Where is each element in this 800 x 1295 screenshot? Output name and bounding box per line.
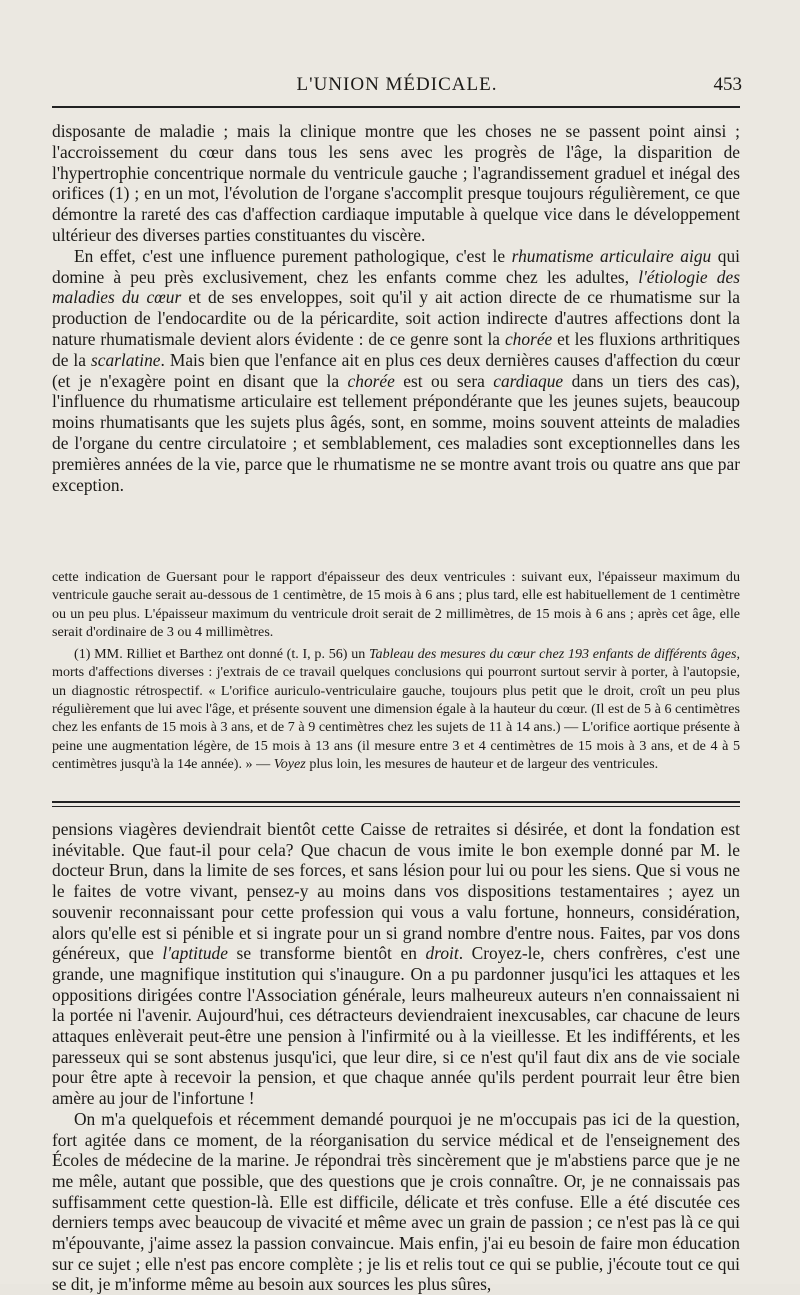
running-title: L'UNION MÉDICALE.: [296, 74, 498, 95]
header-rule: [52, 106, 740, 108]
italic-term: cardiaque: [493, 370, 564, 391]
section-rule-thick: [52, 801, 740, 803]
footnotes: [52, 568, 740, 777]
lower-paragraph-1: pensions viagères deviendrait bientôt cette Caisse de retraites si désirée, et dont la fondation est inévitable. Que faut-il pour cela? Que chacun de vous imite le bon exemple donné par M. le docteur Brun, dans la limite de ses forces, et sans lésion pour lui ou pour les siens. Que si vous ne le faites de votre vivant, pensez-y au moins dans vos dispositions testamentaires ; ayez un souvenir reconnaissant pour cette profession qui vous a valu fortune, honneurs, considération, alors qu'elle est si pénible et si ingrate pour un si grand nombre d'entre nous. Faites, par vos dons généreux, que l'aptitude se transforme bientôt en droit. Croyez-le, chers confrères, c'est une grande, une magnifique institution qui s'inaugure. On a pu pardonner jusqu'ici les attaques et les oppositions dirigées contre l'Association générale, leurs malheureux auteurs n'en connaissaient ni la portée ni l'avenir. Aujourd'hui, ces détracteurs deviendraient inexcusables, car chacune de leurs attaques enlèverait peut-être une pension à l'infirmité ou à la vieillesse. Et les indifférents, et les paresseux qui se sont abstenus jusqu'ici, que leur dire, si ce n'est qu'il faut dix ans de vie sociale pour être apte à recevoir la pension, et que chaque année qu'ils perdent pourrait leur être bien amère au jour de l'infortune !: [52, 819, 740, 1109]
italic-term: droit: [425, 943, 459, 964]
italic-term: Voyez: [273, 755, 306, 772]
paragraph-2: En effet, c'est une influence purement pathologique, c'est le rhumatisme articulaire aigu qui domine à peu près exclusivement, chez les enfants comme chez les adultes, l'étiologie des maladies du cœur et de ses enveloppes, soit qu'il y ait action directe de ce rhumatisme sur la production de l'endocardite ou de la péricardite, soit action indirecte d'autres affections dont la nature rhumatismale devient alors évidente : de ce genre sont la chorée et les fluxions arthritiques de la scarlatine. Mais bien que l'enfance ait en plus ces deux dernières causes d'affection du cœur (et je n'exagère point en disant que la chorée est ou sera cardiaque dans un tiers des cas), l'influence du rhumatisme articulaire est tellement prépondérante que les jeunes sujets, beaucoup moins rhumatisants que les sujets plus âgés, sont, en somme, moins souvent atteints de maladies de l'organe du centre circulatoire ; et semblablement, ces maladies sont exceptionnelles dans les premières années de la vie, parce que le rhumatisme ne se montre avant trois ou quatre ans que par exception.: [52, 245, 741, 495]
italic-term: scarlatine: [90, 349, 161, 370]
footnote-1: (1) MM. Rilliet et Barthez ont donné (t. I, p. 56) un Tableau des mesures du cœur chez 193 enfants de différents âges, morts d'affections diverses : j'extrais de ce travail quelques conclusions qui pourront surtout servir à porter, à l'autopsie, un diagnostic rétrospectif. « L'orifice auriculo-ventriculaire gauche, toujours plus petit que le droit, croît un peu plus régulièrement que lui avec l'âge, et présente souvent une dimension égale à la hauteur du cœur. (Il est de 5 à 6 centimètres chez les enfants de 15 mois à 3 ans, et de 7 à 9 centimètres chez les sujets de 11 à 14 ans.) — L'orifice aortique présente à peine une augmentation légère, de 15 mois à 13 ans (il mesure entre 3 et 4 centimètres de 15 mois à 3 ans, et de 4 à 5 centimètres jusqu'à la 14e année). » — Voyez plus loin, les mesures de hauteur et de largeur des ventricules.: [52, 646, 740, 772]
page-header: [52, 74, 742, 102]
main-text: [52, 121, 740, 495]
lower-paragraph-2: On m'a quelquefois et récemment demandé pourquoi je ne m'occupais pas ici de la question, fort agitée dans ce moment, de la réorganisation du service médical et de l'enseignement des Écoles de médecine de la marine. Je répondrai très sincèrement que je m'abstiens parce que je ne me mêle, autant que possible, que des questions que je crois connaître. Or, je ne connaissais pas suffisamment cette question-là. Elle est difficile, délicate et très confuse. Elle a été discutée ces derniers temps avec beaucoup de vivacité et même avec un grain de passion ; ce n'est pas là ce qui m'épouvante, j'aime assez la passion convaincue. Mais enfin, j'ai eu besoin de faire mon éducation sur ce sujet ; elle n'est pas encore complète ; je lis et relis tout ce qui se publie, j'écoute tout ce qui se dit, je m'informe même au besoin aux sources les plus sûres,: [52, 1108, 740, 1295]
italic-term: l'étiologie des maladies du cœur: [52, 266, 740, 308]
footnote-continuation: cette indication de Guersant pour le rapport d'épaisseur des deux ventricules : suivant eux, l'épaisseur maximum du ventricule gauche serait au-dessous de 1 centimètre, de 15 mois à 6 ans ; plus tard, elle est habituellement de 1 centimètre ou un peu plus. L'épaisseur maximum du ventricule droit serait de 2 millimètres, de 15 mois à 6 ans ; après cet âge, elle serait d'ordinaire de 3 ou 4 millimètres.: [52, 569, 740, 640]
italic-term: chorée: [504, 328, 553, 349]
italic-title: Tableau des mesures du cœur chez 193 enfants de différents âges: [369, 646, 737, 663]
paragraph-1: disposante de maladie ; mais la clinique montre que les choses ne se passent point ainsi ; l'accroissement du cœur dans tous les sens avec les progrès de l'âge, la disparition de l'hypertrophie concentrique normale du ventricule gauche ; l'agrandissement graduel et inégal des orifices (1) ; en un mot, l'évolution de l'organe s'accomplit presque toujours régulièrement, ce que démontre la rareté des cas d'affection cardiaque imputable à quelque vice dans le développement ultérieur des diverses parties constituantes du viscère.: [52, 121, 740, 245]
lower-text: [52, 819, 740, 1295]
italic-term: rhumatisme articulaire aigu: [511, 245, 712, 266]
section-rule-thin: [52, 806, 740, 807]
page-number: 453: [713, 74, 742, 95]
italic-term: chorée: [347, 370, 395, 391]
italic-term: l'aptitude: [162, 943, 228, 964]
